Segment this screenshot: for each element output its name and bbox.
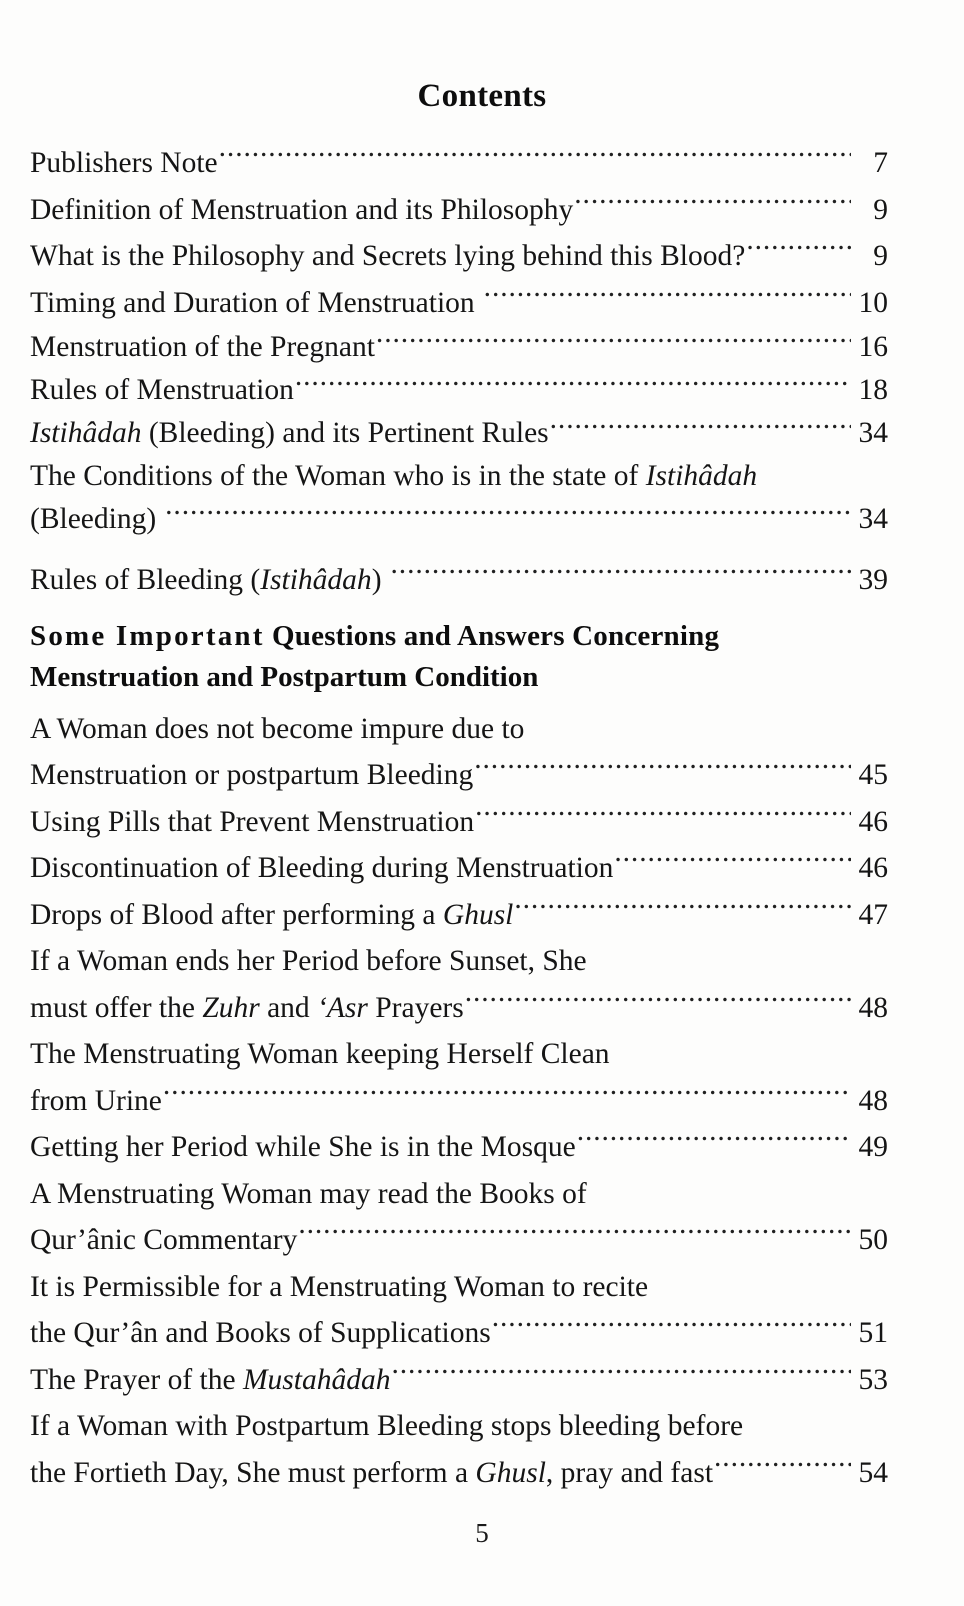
toc-entry-rules-of-menstruation[interactable] (30, 369, 888, 412)
toc-page-number: 50 (858, 1224, 888, 1256)
dot-leader (465, 987, 851, 1017)
section-heading-line-2: Menstruation and Postpartum Condition (30, 660, 539, 693)
toc-entry-text (30, 455, 757, 498)
toc-entry-woman-does-not-become-impure[interactable] (30, 706, 888, 799)
toc-entry-text-post: (Bleeding) and its Pertinent Rules (141, 417, 549, 449)
toc-entry-text-pre: the Fortieth Day, She must perform a (30, 1456, 476, 1489)
toc-italic-term: Ghusl (475, 1456, 546, 1489)
dot-leader (514, 894, 851, 924)
dot-leader (298, 1220, 851, 1250)
toc-italic-term: Istihâdah (260, 564, 372, 596)
toc-line (30, 1078, 888, 1125)
toc-line (30, 1217, 888, 1264)
toc-entry-text-mid: and (259, 991, 318, 1024)
toc-page-number: 10 (858, 286, 888, 319)
toc-line (30, 1124, 888, 1171)
toc-page-number: 18 (858, 374, 888, 406)
toc-entry-text (30, 985, 464, 1032)
dot-leader (475, 801, 851, 831)
toc-entry-timing-and-duration[interactable] (30, 280, 888, 327)
toc-entry-text (30, 412, 549, 455)
toc-italic-term: Ghusl (442, 898, 514, 931)
page-folio-number: 5 (475, 1518, 489, 1548)
dot-leader (492, 1313, 851, 1343)
toc-page-number: 7 (873, 147, 888, 179)
toc-line (30, 455, 888, 498)
section-heading-line-1 (30, 616, 888, 657)
dot-leader (219, 143, 851, 173)
toc-page-number: 16 (858, 331, 888, 363)
dot-leader (295, 370, 851, 400)
toc-entry-prayer-of-the-mustahadah[interactable] (30, 1357, 888, 1404)
toc-entry-text: A Woman does not become impure due to (30, 712, 525, 745)
toc-entry-menstruation-of-the-pregnant[interactable] (30, 326, 888, 369)
toc-line (30, 233, 888, 280)
toc-page-number: 39 (858, 564, 888, 596)
toc-entry-text (30, 1357, 390, 1404)
toc-line (30, 1031, 888, 1078)
dot-leader (577, 1127, 851, 1157)
toc-line (30, 938, 888, 985)
toc-line (30, 369, 888, 412)
dot-leader (550, 413, 851, 443)
toc-line (30, 326, 888, 369)
dot-leader (746, 236, 851, 266)
toc-line (30, 706, 888, 753)
toc-page-number: 9 (873, 193, 888, 226)
toc-entry-text: If a Woman with Postpartum Bleeding stops bleeding before (30, 1410, 744, 1442)
dot-leader (376, 327, 851, 357)
toc-entry-text: Definition of Menstruation and its Philosophy (30, 193, 574, 226)
toc-entry-text: the Qur’ân and Books of Supplications (30, 1317, 491, 1349)
toc-entry-text: If a Woman ends her Period before Sunset, She (30, 945, 587, 977)
toc-page-number: 49 (858, 1131, 888, 1163)
toc-line (30, 498, 888, 541)
dot-leader (474, 755, 851, 785)
toc-entry-period-while-in-mosque[interactable] (30, 1124, 888, 1171)
dot-leader (484, 282, 851, 312)
toc-entry-philosophy-and-secrets[interactable] (30, 233, 888, 280)
toc-entry-text: Menstruation or postpartum Bleeding (30, 759, 474, 791)
toc-entry-text: Getting her Period while She is in the Mosque (30, 1131, 576, 1163)
toc-entry-text (30, 557, 382, 604)
table-of-contents (30, 140, 888, 1496)
toc-italic-term: Istihâdah (30, 417, 142, 449)
toc-entry-text-post: Prayers (367, 991, 464, 1024)
toc-line (30, 187, 888, 234)
dot-leader (165, 499, 851, 529)
toc-entry-text-pre: The Prayer of the (30, 1363, 243, 1396)
toc-line (30, 752, 888, 799)
toc-entry-text-pre: must offer the (30, 991, 203, 1024)
toc-line (30, 892, 888, 939)
toc-page-number: 46 (858, 852, 888, 884)
toc-entry-discontinuation-of-bleeding[interactable] (30, 845, 888, 892)
dot-leader (391, 560, 851, 590)
toc-entry-text: Discontinuation of Bleeding during Menstruation (30, 852, 614, 884)
toc-entry-using-pills[interactable] (30, 799, 888, 846)
section-heading-questions-and-answers (30, 616, 888, 698)
toc-entry-text: Publishers Note (30, 147, 218, 179)
toc-entry-text: A Menstruating Woman may read the Books of (30, 1177, 587, 1210)
toc-line (30, 1310, 888, 1357)
toc-entry-drops-of-blood[interactable] (30, 892, 888, 939)
toc-page-number: 54 (858, 1456, 888, 1489)
toc-page-number: 45 (858, 759, 888, 791)
toc-entry-text: Qur’ânic Commentary (30, 1224, 298, 1256)
toc-entry-permissible-to-recite[interactable] (30, 1264, 888, 1357)
dot-leader (714, 1452, 851, 1482)
toc-entry-read-books-of-quranic-commentary[interactable] (30, 1171, 888, 1264)
dot-leader (163, 1080, 851, 1110)
toc-line (30, 845, 888, 892)
toc-entry-text: from Urine (30, 1084, 162, 1117)
toc-entry-text-post: ) (371, 564, 382, 596)
toc-entry-text-post: , pray and fast (545, 1456, 714, 1489)
toc-entry-istihadah-pertinent-rules[interactable] (30, 412, 888, 455)
toc-line (30, 1403, 888, 1450)
toc-italic-term: Mustahâdah (242, 1363, 391, 1396)
toc-entry-text: Timing and Duration of Menstruation (30, 286, 475, 319)
toc-italic-term: Zuhr (202, 991, 260, 1024)
toc-line (30, 557, 888, 604)
toc-line (30, 1450, 888, 1497)
toc-page-number: 34 (858, 417, 888, 449)
toc-entry-text: Using Pills that Prevent Menstruation (30, 805, 475, 838)
toc-page-number: 51 (858, 1317, 888, 1349)
toc-entry-postpartum-stops-before-fortieth-day[interactable] (30, 1403, 888, 1496)
toc-entry-conditions-of-the-woman[interactable] (30, 455, 888, 541)
toc-line (30, 412, 888, 455)
toc-page-number: 53 (858, 1363, 888, 1396)
toc-entry-text: It is Permissible for a Menstruating Woman to recite (30, 1270, 649, 1303)
toc-entry-text: What is the Philosophy and Secrets lying behind this Blood? (30, 240, 746, 272)
dot-leader (614, 848, 851, 878)
toc-page-number: 46 (858, 805, 888, 838)
toc-entry-text: (Bleeding) (30, 503, 157, 535)
toc-italic-term: Istihâdah (645, 460, 758, 492)
page-title: Contents (417, 78, 547, 114)
toc-entry-text (30, 892, 513, 939)
toc-line (30, 985, 888, 1032)
toc-page-number: 9 (873, 240, 888, 272)
toc-entry-text-pre: Rules of Bleeding ( (30, 564, 261, 596)
toc-entry-publishers-note[interactable] (30, 140, 888, 187)
toc-entry-text: The Menstruating Woman keeping Herself Clean (30, 1038, 610, 1070)
section-heading-line-1-rest: Questions and Answers Concerning (264, 619, 720, 652)
toc-page-number: 48 (858, 1084, 888, 1117)
toc-line (30, 280, 888, 327)
toc-entry-ends-period-before-sunset[interactable] (30, 938, 888, 1031)
toc-line (30, 1357, 888, 1404)
toc-line (30, 1264, 888, 1311)
toc-entry-text-pre: The Conditions of the Woman who is in the state of (30, 460, 646, 492)
toc-page-number: 48 (858, 991, 888, 1024)
toc-entry-rules-of-bleeding[interactable] (30, 557, 888, 604)
toc-page-number: 34 (858, 503, 888, 535)
toc-entry-text: Rules of Menstruation (30, 374, 294, 406)
dot-leader (391, 1359, 851, 1389)
toc-entry-definition-of-menstruation[interactable] (30, 187, 888, 234)
toc-italic-term-2: ‘Asr (317, 991, 368, 1024)
dot-leader (574, 189, 851, 219)
toc-entry-text-pre: Drops of Blood after performing a (30, 898, 443, 931)
toc-entry-text (30, 1450, 713, 1497)
toc-page-number: 47 (858, 898, 888, 931)
section-heading-line-1-spaced: Some Important (30, 619, 265, 652)
toc-line (30, 1171, 888, 1218)
toc-line (30, 799, 888, 846)
toc-line (30, 140, 888, 187)
toc-entry-text: Menstruation of the Pregnant (30, 331, 375, 363)
toc-entry-keeping-herself-clean[interactable] (30, 1031, 888, 1124)
